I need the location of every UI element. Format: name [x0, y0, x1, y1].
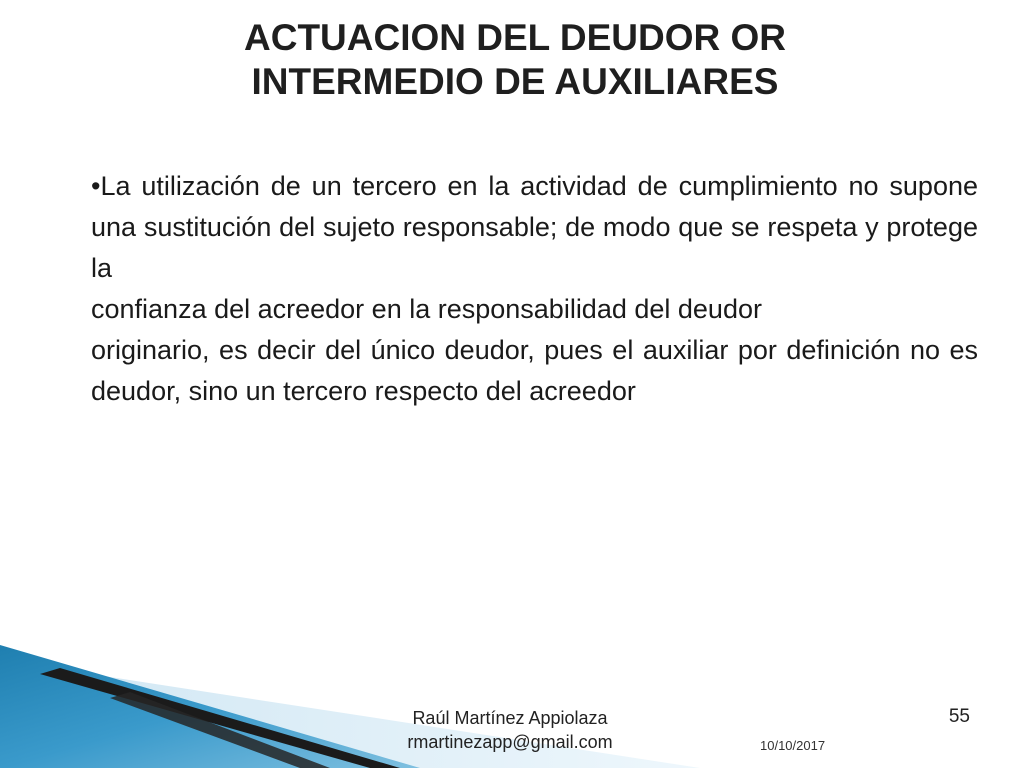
body-paragraph-3: originario, es decir del único deudor, pues el auxiliar por definición no es deudor, sino un tercero respecto del acreedor	[91, 335, 978, 406]
slide-title-line-2: INTERMEDIO DE AUXILIARES	[251, 61, 779, 102]
slide-title-line-1: ACTUACION DEL DEUDOR OR	[244, 17, 786, 58]
footer-author-name: Raúl Martínez Appiolaza	[412, 708, 608, 728]
footer-author-email: rmartinezapp@gmail.com	[407, 732, 613, 752]
body-paragraph-2: confianza del acreedor en la responsabilidad del deudor	[91, 294, 762, 324]
slide-body	[91, 166, 978, 412]
footer-date: 10/10/2017	[760, 738, 826, 753]
footer-author	[380, 706, 640, 754]
page-number: 55	[948, 706, 970, 727]
body-paragraph-1: •La utilización de un tercero en la actividad de cumplimiento no supone una sustitución del sujeto responsable; de modo que se respeta y protege la	[91, 171, 978, 283]
slide-title	[130, 16, 900, 104]
